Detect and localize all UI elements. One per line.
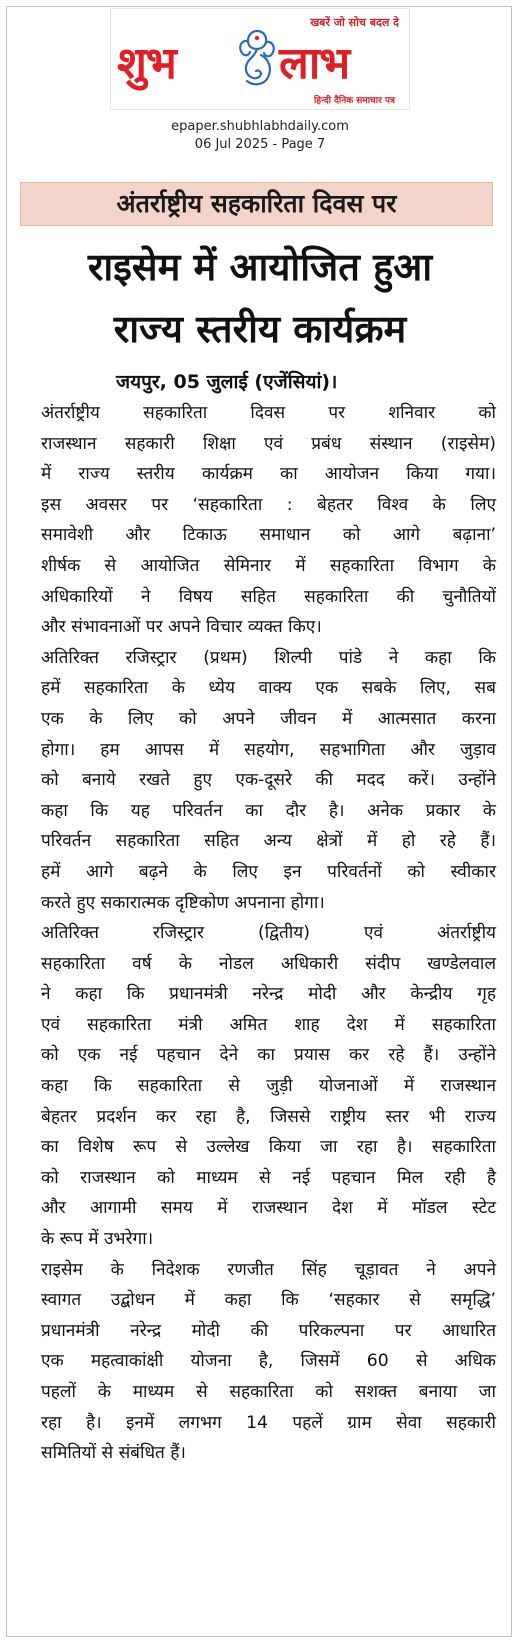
body-line: को बनाये रखते हुए एक-दूसरे की मदद करें। उन्होंने [41, 770, 496, 791]
body-line: प्रधानमंत्री नरेन्द्र मोदी की परिकल्पना पर आधारित [41, 1320, 496, 1341]
source-date: 06 Jul 2025 - Page 7 [194, 137, 326, 152]
article-dateline: जयपुर, 05 जुलाई (एजेंसियां)। [116, 371, 338, 393]
masthead [110, 8, 410, 110]
body-line: समितियों से संबंधित हैं। [41, 1443, 186, 1464]
body-line: को एक नई पहचान देने का प्रयास कर रहे हैं। उन्होंने [41, 1045, 496, 1066]
body-line: अधिकारियों ने विषय सहित सहकारिता की चुनौतियों [41, 586, 496, 607]
body-line: होगा। हम आपस में सहयोग, सहभागिता और जुड़ाव [41, 739, 496, 760]
body-line: के रूप में उभरेगा। [41, 1229, 154, 1250]
body-line: रहा है। इनमें लगभग 14 पहलें ग्राम सेवा सहकारी [41, 1412, 496, 1433]
source-url[interactable]: epaper.shubhlabhdaily.com [171, 119, 349, 134]
article-paragraph-3 [17, 918, 496, 1255]
article-kicker: अंतर्राष्ट्रीय सहकारिता दिवस पर [20, 182, 493, 226]
body-line: और आगामी समय में राजस्थान देश में मॉडल स्टेट [41, 1198, 496, 1219]
body-line: समावेशी और टिकाऊ समाधान को आगे बढ़ाना’ [41, 525, 496, 546]
body-line: हमें सहकारिता के ध्येय वाक्य एक सबके लिए, सब [41, 678, 496, 699]
body-line: को राजस्थान को माध्यम से नई पहचान मिल रही है [41, 1167, 496, 1188]
article-paragraph-1 [17, 398, 496, 643]
body-line: बेहतर प्रदर्शन कर रहा है, जिससे राष्ट्रीय स्तर भी राज्य [41, 1106, 496, 1127]
body-line: इस अवसर पर ‘सहकारिता : बेहतर विश्व के लिए [41, 494, 496, 515]
article-paragraph-4 [17, 1255, 496, 1469]
body-line: हमें आगे बढ़ने के लिए इन परिवर्तनों को स्वीकार [41, 861, 496, 882]
body-line: में राज्य स्तरीय कार्यक्रम का आयोजन किया गया। [41, 464, 496, 485]
body-line: एक महत्वाकांक्षी योजना है, जिसमें 60 से अधिक [41, 1351, 496, 1372]
masthead-tagline: खबरें जो सोच बदल दे [310, 16, 399, 29]
article-headline [10, 236, 510, 360]
body-line: राजस्थान सहकारी शिक्षा एवं प्रबंध संस्थान (राइसेम) [41, 433, 496, 454]
body-line: परिवर्तन सहकारिता सहित अन्य क्षेत्रों में हो रहे हैं। [41, 831, 496, 852]
body-line: राइसेम के निदेशक रणजीत सिंह चूड़ावत ने अपने [41, 1259, 496, 1280]
body-line: स्वागत उद्बोधन में कहा कि ‘सहकार से समृद्धि’ [41, 1290, 496, 1311]
body-line: और संभावनाओं पर अपने विचार व्यक्त किए। [41, 617, 322, 638]
ganesh-emblem-icon [233, 25, 281, 89]
source-info [0, 118, 520, 154]
body-line: सहकारिता वर्ष के नोडल अधिकारी संदीप खण्डेलवाल [41, 953, 496, 974]
article-paragraph-2 [17, 643, 496, 918]
body-line: पहलों के माध्यम से सहकारिता को सशक्त बनाया जा [41, 1382, 496, 1402]
logo-word-labh: लाभ [279, 38, 350, 89]
article-body [17, 398, 496, 1469]
body-line: अतिरिक्त रजिस्ट्रार (द्वितीय) एवं अंतर्राष्ट्रीय [41, 923, 496, 944]
body-line: कहा कि यह परिवर्तन का दौर है। अनेक प्रकार के [41, 800, 496, 821]
logo-word-shubh: शुभ [117, 38, 176, 89]
body-line: शीर्षक से आयोजित सेमिनार में सहकारिता विभाग के [41, 555, 496, 576]
body-line: का विशेष रूप से उल्लेख किया जा रहा है। सहकारिता [41, 1137, 496, 1158]
body-line: एवं सहकारिता मंत्री अमित शाह देश में सहकारिता [41, 1014, 496, 1035]
body-line: करते हुए सकारात्मक दृष्टिकोण अपनाना होगा। [41, 892, 325, 913]
body-line: अतिरिक्त रजिस्ट्रार (प्रथम) शिल्पी पांडे ने कहा कि [41, 647, 496, 668]
masthead-subtag: हिन्दी दैनिक समाचार पत्र [313, 96, 395, 106]
headline-line-2: राज्य स्तरीय कार्यक्रम [113, 307, 407, 351]
body-line: अंतर्राष्ट्रीय सहकारिता दिवस पर शनिवार को [41, 403, 496, 423]
body-line: ने कहा कि प्रधानमंत्री नरेन्द्र मोदी और केन्द्रीय गृह [41, 984, 496, 1005]
headline-line-1: राइसेम में आयोजित हुआ [87, 245, 433, 289]
body-line: कहा कि सहकारिता से जुड़ी योजनाओं में राजस्थान [41, 1076, 496, 1097]
body-line: एक के लिए को अपने जीवन में आत्मसात करना [41, 708, 496, 729]
